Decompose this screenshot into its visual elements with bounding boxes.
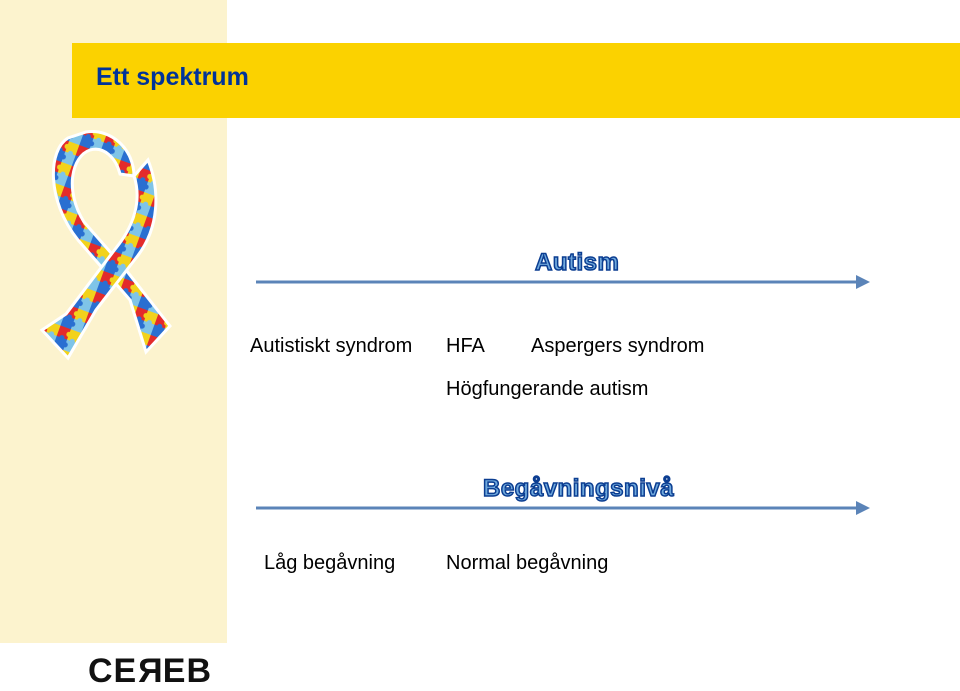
- title-bar: [72, 43, 960, 118]
- cereb-logo: [88, 652, 212, 691]
- logo-text-r: R: [137, 652, 163, 690]
- label-hfa: HFA: [446, 335, 485, 357]
- slide-title: Ett spektrum: [96, 63, 249, 91]
- label-lag-begavning: Låg begåvning: [264, 552, 396, 574]
- label-normal-begavning: Normal begåvning: [446, 552, 609, 574]
- label-aspergers-syndrom: Aspergers syndrom: [531, 335, 705, 357]
- logo-text-eb: EB: [162, 652, 213, 690]
- begavningsniva-heading: Begåvningsnivå: [483, 475, 675, 502]
- logo-text-ce: CE: [88, 652, 138, 690]
- autism-awareness-ribbon-icon: [38, 130, 173, 362]
- autism-heading: Autism: [535, 249, 620, 276]
- label-hogfungerande-autism: Högfungerande autism: [446, 378, 649, 400]
- arrow-right-icon: [254, 272, 874, 292]
- arrow-right-icon: [254, 498, 874, 518]
- label-autistiskt-syndrom: Autistiskt syndrom: [250, 335, 413, 357]
